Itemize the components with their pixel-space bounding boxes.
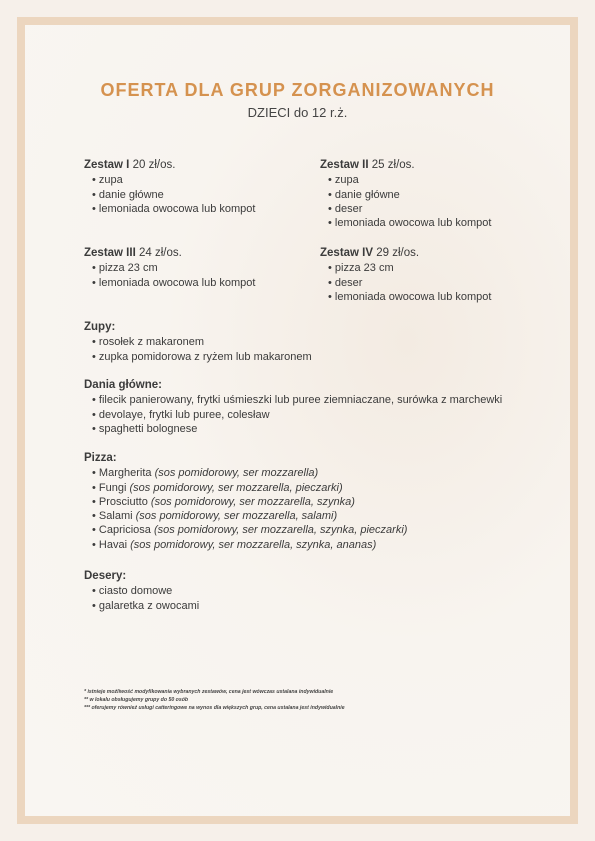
list-item: [84, 523, 407, 537]
list-item: • danie główne: [320, 188, 491, 202]
list-item: [84, 495, 407, 509]
section-title: Pizza:: [84, 452, 117, 464]
set-3: [84, 246, 255, 290]
pizza-heading: [84, 451, 407, 465]
desserts-heading: [84, 569, 199, 583]
footnote: *** oferujemy również usługi catteringowe na wynos dla większych grup, cena ustalana jest indywidualnie: [84, 705, 345, 711]
pizza-desc: (sos pomidorowy, ser mozzarella, pieczarki): [129, 481, 343, 494]
soups-heading: [84, 320, 312, 334]
section-title: Zupy:: [84, 321, 116, 333]
set-3-heading: [84, 246, 255, 260]
pizza-desc: (sos pomidorowy, ser mozzarella, szynka, ananas): [130, 538, 377, 551]
page-title: OFERTA DLA GRUP ZORGANIZOWANYCH: [100, 80, 495, 100]
list-item: • rosołek z makaronem: [84, 335, 312, 349]
footnotes: [84, 688, 345, 712]
pizza-section: [84, 451, 407, 552]
set-4-price: 29 zł/os.: [376, 247, 420, 259]
set-2-price: 25 zł/os.: [371, 159, 415, 171]
pizza-desc: (sos pomidorowy, ser mozzarella): [154, 467, 319, 480]
desserts-section: [84, 569, 199, 613]
pizza-name: Capriciosa: [98, 524, 151, 537]
section-title: Desery:: [84, 570, 127, 582]
list-item: • devolaye, frytki lub puree, colesław: [84, 408, 502, 422]
footnote: * istnieje możliwość modyfikowania wybranych zestawów, cena jest wówczas ustalana indywidualnie: [84, 689, 334, 695]
list-item: • lemoniada owocowa lub kompot: [320, 216, 491, 230]
set-2-name: Zestaw II: [320, 159, 369, 171]
list-item: [84, 538, 407, 552]
pizza-name: Prosciutto: [98, 495, 148, 508]
set-1-price: 20 zł/os.: [132, 159, 176, 171]
footnote: ** w lokalu obsługujemy grupy do 50 osób: [84, 697, 189, 703]
list-item: • zupka pomidorowa z ryżem lub makaronem: [84, 350, 312, 364]
set-4: [320, 246, 491, 304]
list-item: • galaretka z owocami: [84, 599, 199, 613]
pizza-name: Salami: [98, 510, 133, 523]
set-4-name: Zestaw IV: [320, 247, 374, 259]
pizza-name: Havai: [98, 538, 128, 551]
list-item: • zupa: [320, 173, 491, 187]
list-item: • zupa: [84, 173, 255, 187]
section-title: Dania główne:: [84, 379, 162, 391]
list-item: [84, 481, 407, 495]
pizza-desc: (sos pomidorowy, ser mozzarella, salami): [135, 510, 338, 523]
list-item: [84, 509, 407, 523]
set-4-heading: [320, 246, 491, 260]
set-1: [84, 158, 255, 216]
soups-section: [84, 320, 312, 364]
set-2-heading: [320, 158, 491, 172]
set-1-heading: [84, 158, 255, 172]
list-item: • spaghetti bolognese: [84, 422, 502, 436]
list-item: • ciasto domowe: [84, 584, 199, 598]
set-2: [320, 158, 491, 230]
list-item: • pizza 23 cm: [84, 261, 255, 275]
set-3-price: 24 zł/os.: [138, 247, 182, 259]
pizza-desc: (sos pomidorowy, ser mozzarella, szynka): [150, 495, 355, 508]
list-item: [84, 466, 407, 480]
list-item: • lemoniada owocowa lub kompot: [320, 290, 491, 304]
list-item: • lemoniada owocowa lub kompot: [84, 202, 255, 216]
mains-heading: [84, 378, 502, 392]
mains-section: [84, 378, 502, 436]
set-1-name: Zestaw I: [84, 159, 130, 171]
list-item: • danie główne: [84, 188, 255, 202]
list-item: • lemoniada owocowa lub kompot: [84, 276, 255, 290]
pizza-name: Fungi: [98, 481, 127, 494]
list-item: • deser: [320, 276, 491, 290]
set-3-name: Zestaw III: [84, 247, 136, 259]
list-item: • deser: [320, 202, 491, 216]
pizza-desc: (sos pomidorowy, ser mozzarella, szynka, pieczarki): [153, 524, 408, 537]
list-item: • filecik panierowany, frytki uśmieszki lub puree ziemniaczane, surówka z marchewki: [84, 393, 502, 407]
list-item: • pizza 23 cm: [320, 261, 491, 275]
page-subtitle: DZIECI do 12 r.ż.: [247, 105, 348, 120]
pizza-name: Margherita: [98, 467, 152, 480]
